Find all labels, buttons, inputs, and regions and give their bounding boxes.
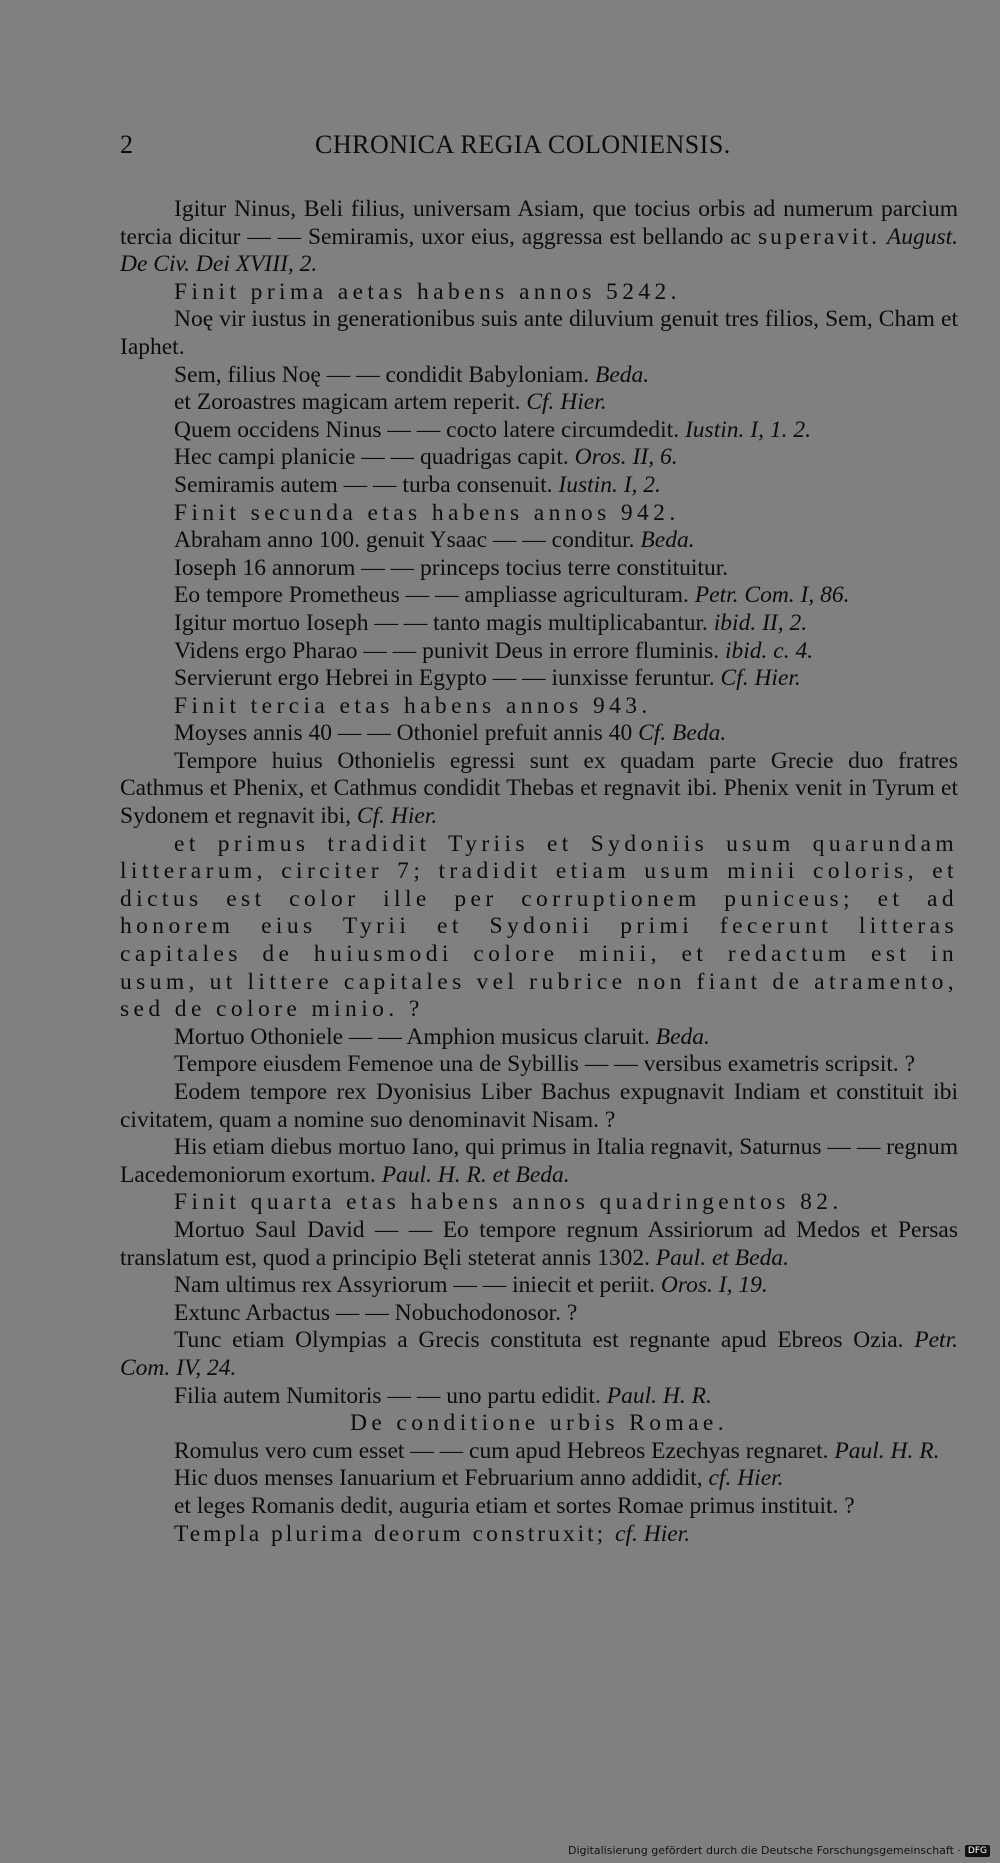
text-line: Videns ergo Pharao — — punivit Deus in errore fluminis. xyxy=(174,637,725,664)
paragraph: Tempore eiusdem Femenoe una de Sybillis — — versibus exametris scripsit. ? xyxy=(174,1051,916,1078)
paragraph xyxy=(120,665,958,693)
text-line: Mortuo Saul David — — Eo tempore regnum Assiriorum ad Medos et Persas translatum est, quod a principio Bęli steterat annis 1302. xyxy=(120,1216,958,1271)
section-heading: De conditione urbis Romae. xyxy=(349,1410,729,1437)
text-line: Templa plurima deorum construxit; xyxy=(174,1520,616,1547)
paragraph xyxy=(120,1383,958,1411)
paragraph xyxy=(120,720,958,748)
text-line: Semiramis autem — — turba consenuit. xyxy=(174,471,559,498)
citation: Oros. I, 19. xyxy=(660,1272,768,1299)
paragraph xyxy=(120,1134,958,1189)
age-heading: Finit quarta etas habens annos quadringentos 82. xyxy=(174,1189,843,1216)
paragraph xyxy=(120,362,958,390)
paragraph: Extunc Arbactus — — Nobuchodonosor. ? xyxy=(174,1299,578,1326)
emphasis: superavit. xyxy=(757,223,880,250)
age-heading: Finit prima aetas habens annos 5242. xyxy=(174,278,681,305)
citation: cf. Hier. xyxy=(708,1465,784,1492)
text-line: Hec campi planicie — — quadrigas capit. xyxy=(174,444,575,471)
paragraph xyxy=(120,1217,958,1272)
paragraph xyxy=(120,472,958,500)
citation: Paul. H. R. xyxy=(606,1382,712,1409)
text-line: Moyses annis 40 — — Othoniel prefuit annis 40 xyxy=(174,720,639,747)
paragraph xyxy=(120,638,958,666)
citation: Paul. et Beda. xyxy=(655,1244,789,1271)
text-line: Romulus vero cum esset — — cum apud Hebreos Ezechyas regnaret. xyxy=(174,1437,835,1464)
text-line: Abraham anno 100. genuit Ysaac — — conditur. xyxy=(174,527,641,554)
paragraph xyxy=(120,444,958,472)
citation: Petr. Com. I, 86. xyxy=(694,582,850,609)
text-line: Tempore huius Othonielis egressi sunt ex quadam parte Grecie duo fratres Cathmus et Phenix, et Cathmus condidit Thebas et regnavit ibi. Phenix venit in Tyrum et Sydonem et regnavit ibi, xyxy=(120,747,958,830)
text-line: Sem, filius Noę — — condidit Babyloniam. xyxy=(174,361,596,388)
paragraph xyxy=(120,1024,958,1052)
citation: ibid. c. 4. xyxy=(724,637,814,664)
paragraph xyxy=(120,389,958,417)
age-heading: Finit secunda etas habens annos 942. xyxy=(174,499,680,526)
spaced-paragraph: et primus tradidit Tyriis et Sydoniis usum quarundam litterarum, circiter 7; tradidit etiam usum minii coloris, et dictus est color ille per corruptionem puniceus; et ad honorem eius Tyrii et Sydonii primi fecerunt litteras capitales de huiusmodi colore minii, et redactum est in usum, ut littere capitales vel rubrice non fiant de atramento, sed de colore minio. ? xyxy=(120,830,958,1023)
text-line: His etiam diebus mortuo Iano, qui primus in Italia regnavit, Saturnus — — regnum Lacedemoniorum exortum. xyxy=(120,1134,958,1188)
text-line: Tunc etiam Olympias a Grecis constituta est regnante apud Ebreos Ozia. xyxy=(174,1327,915,1354)
text-line: Igitur mortuo Ioseph — — tanto magis multiplicabantur. xyxy=(174,609,714,636)
footer xyxy=(568,1844,990,1857)
citation: Cf. Hier. xyxy=(720,665,801,692)
paragraph: Eodem tempore rex Dyonisius Liber Bachus expugnavit Indiam et constituit ibi civitatem, quam a nomine suo denominavit Nisam. ? xyxy=(120,1079,958,1133)
text-line: Mortuo Othoniele — — Amphion musicus claruit. xyxy=(174,1023,656,1050)
running-title: CHRONICA REGIA COLONIENSIS. xyxy=(315,130,731,159)
text-line: Igitur Ninus, Beli filius, universam Asiam, que tocius orbis ad numerum parcium tercia dicitur — — Semiramis, uxor eius, aggressa est bellando ac xyxy=(120,196,958,250)
citation: Beda. xyxy=(595,361,650,388)
paragraph: Noę vir iustus in generationibus suis ante diluvium genuit tres filios, Sem, Cham et Iaphet. xyxy=(120,306,958,360)
citation: cf. Hier. xyxy=(615,1520,691,1547)
page-number: 2 xyxy=(120,130,134,159)
text-line: Filia autem Numitoris — — uno partu edidit. xyxy=(174,1382,607,1409)
citation: ibid. II, 2. xyxy=(713,609,808,636)
text-line: Servierunt ergo Hebrei in Egypto — — iunxisse feruntur. xyxy=(174,665,721,692)
citation: Iustin. I, 1. 2. xyxy=(684,416,811,443)
text-line: et Zoroastres magicam artem reperit. xyxy=(174,389,527,416)
text-line: Quem occidens Ninus — — cocto latere circumdedit. xyxy=(174,416,685,443)
paragraph xyxy=(120,1521,958,1549)
citation: Cf. Beda. xyxy=(638,720,727,747)
paragraph: Ioseph 16 annorum — — princeps tocius terre constituitur. xyxy=(174,554,729,581)
age-heading: Finit tercia etas habens annos 943. xyxy=(174,692,652,719)
citation: Cf. Hier. xyxy=(356,803,438,830)
citation: Iustin. I, 2. xyxy=(558,471,661,498)
paragraph xyxy=(120,1465,958,1493)
paragraph: et leges Romanis dedit, auguria etiam et sortes Romae primus instituit. ? xyxy=(174,1492,855,1519)
citation: Paul. H. R. xyxy=(834,1437,940,1464)
footer-text: Digitalisierung gefördert durch die Deutsche Forschungsgemeinschaft · xyxy=(567,1844,961,1857)
citation: Paul. H. R. et Beda. xyxy=(381,1161,570,1188)
citation: Cf. Hier. xyxy=(526,389,607,416)
text-line: Nam ultimus rex Assyriorum — — iniecit et periit. xyxy=(174,1272,661,1299)
paragraph xyxy=(120,1438,958,1466)
paragraph xyxy=(120,527,958,555)
paragraph xyxy=(120,196,958,279)
citation: Petr. Com. IV, 24. xyxy=(120,1327,958,1381)
body-text xyxy=(120,196,958,1548)
citation: Beda. xyxy=(655,1023,710,1050)
dfg-logo: DFG xyxy=(965,1845,990,1857)
paragraph xyxy=(120,1272,958,1300)
text-line: Hic duos menses Ianuarium et Februarium anno addidit, xyxy=(174,1465,709,1492)
paragraph xyxy=(120,582,958,610)
paragraph xyxy=(120,610,958,638)
page-header xyxy=(120,130,960,168)
citation: August. De Civ. Dei XVIII, 2. xyxy=(120,223,958,278)
paragraph xyxy=(120,748,958,831)
paragraph xyxy=(120,417,958,445)
citation: Beda. xyxy=(640,527,695,554)
text-line: Eo tempore Prometheus — — ampliasse agriculturam. xyxy=(174,582,695,609)
paragraph xyxy=(120,1327,958,1382)
citation: Oros. II, 6. xyxy=(574,444,678,471)
